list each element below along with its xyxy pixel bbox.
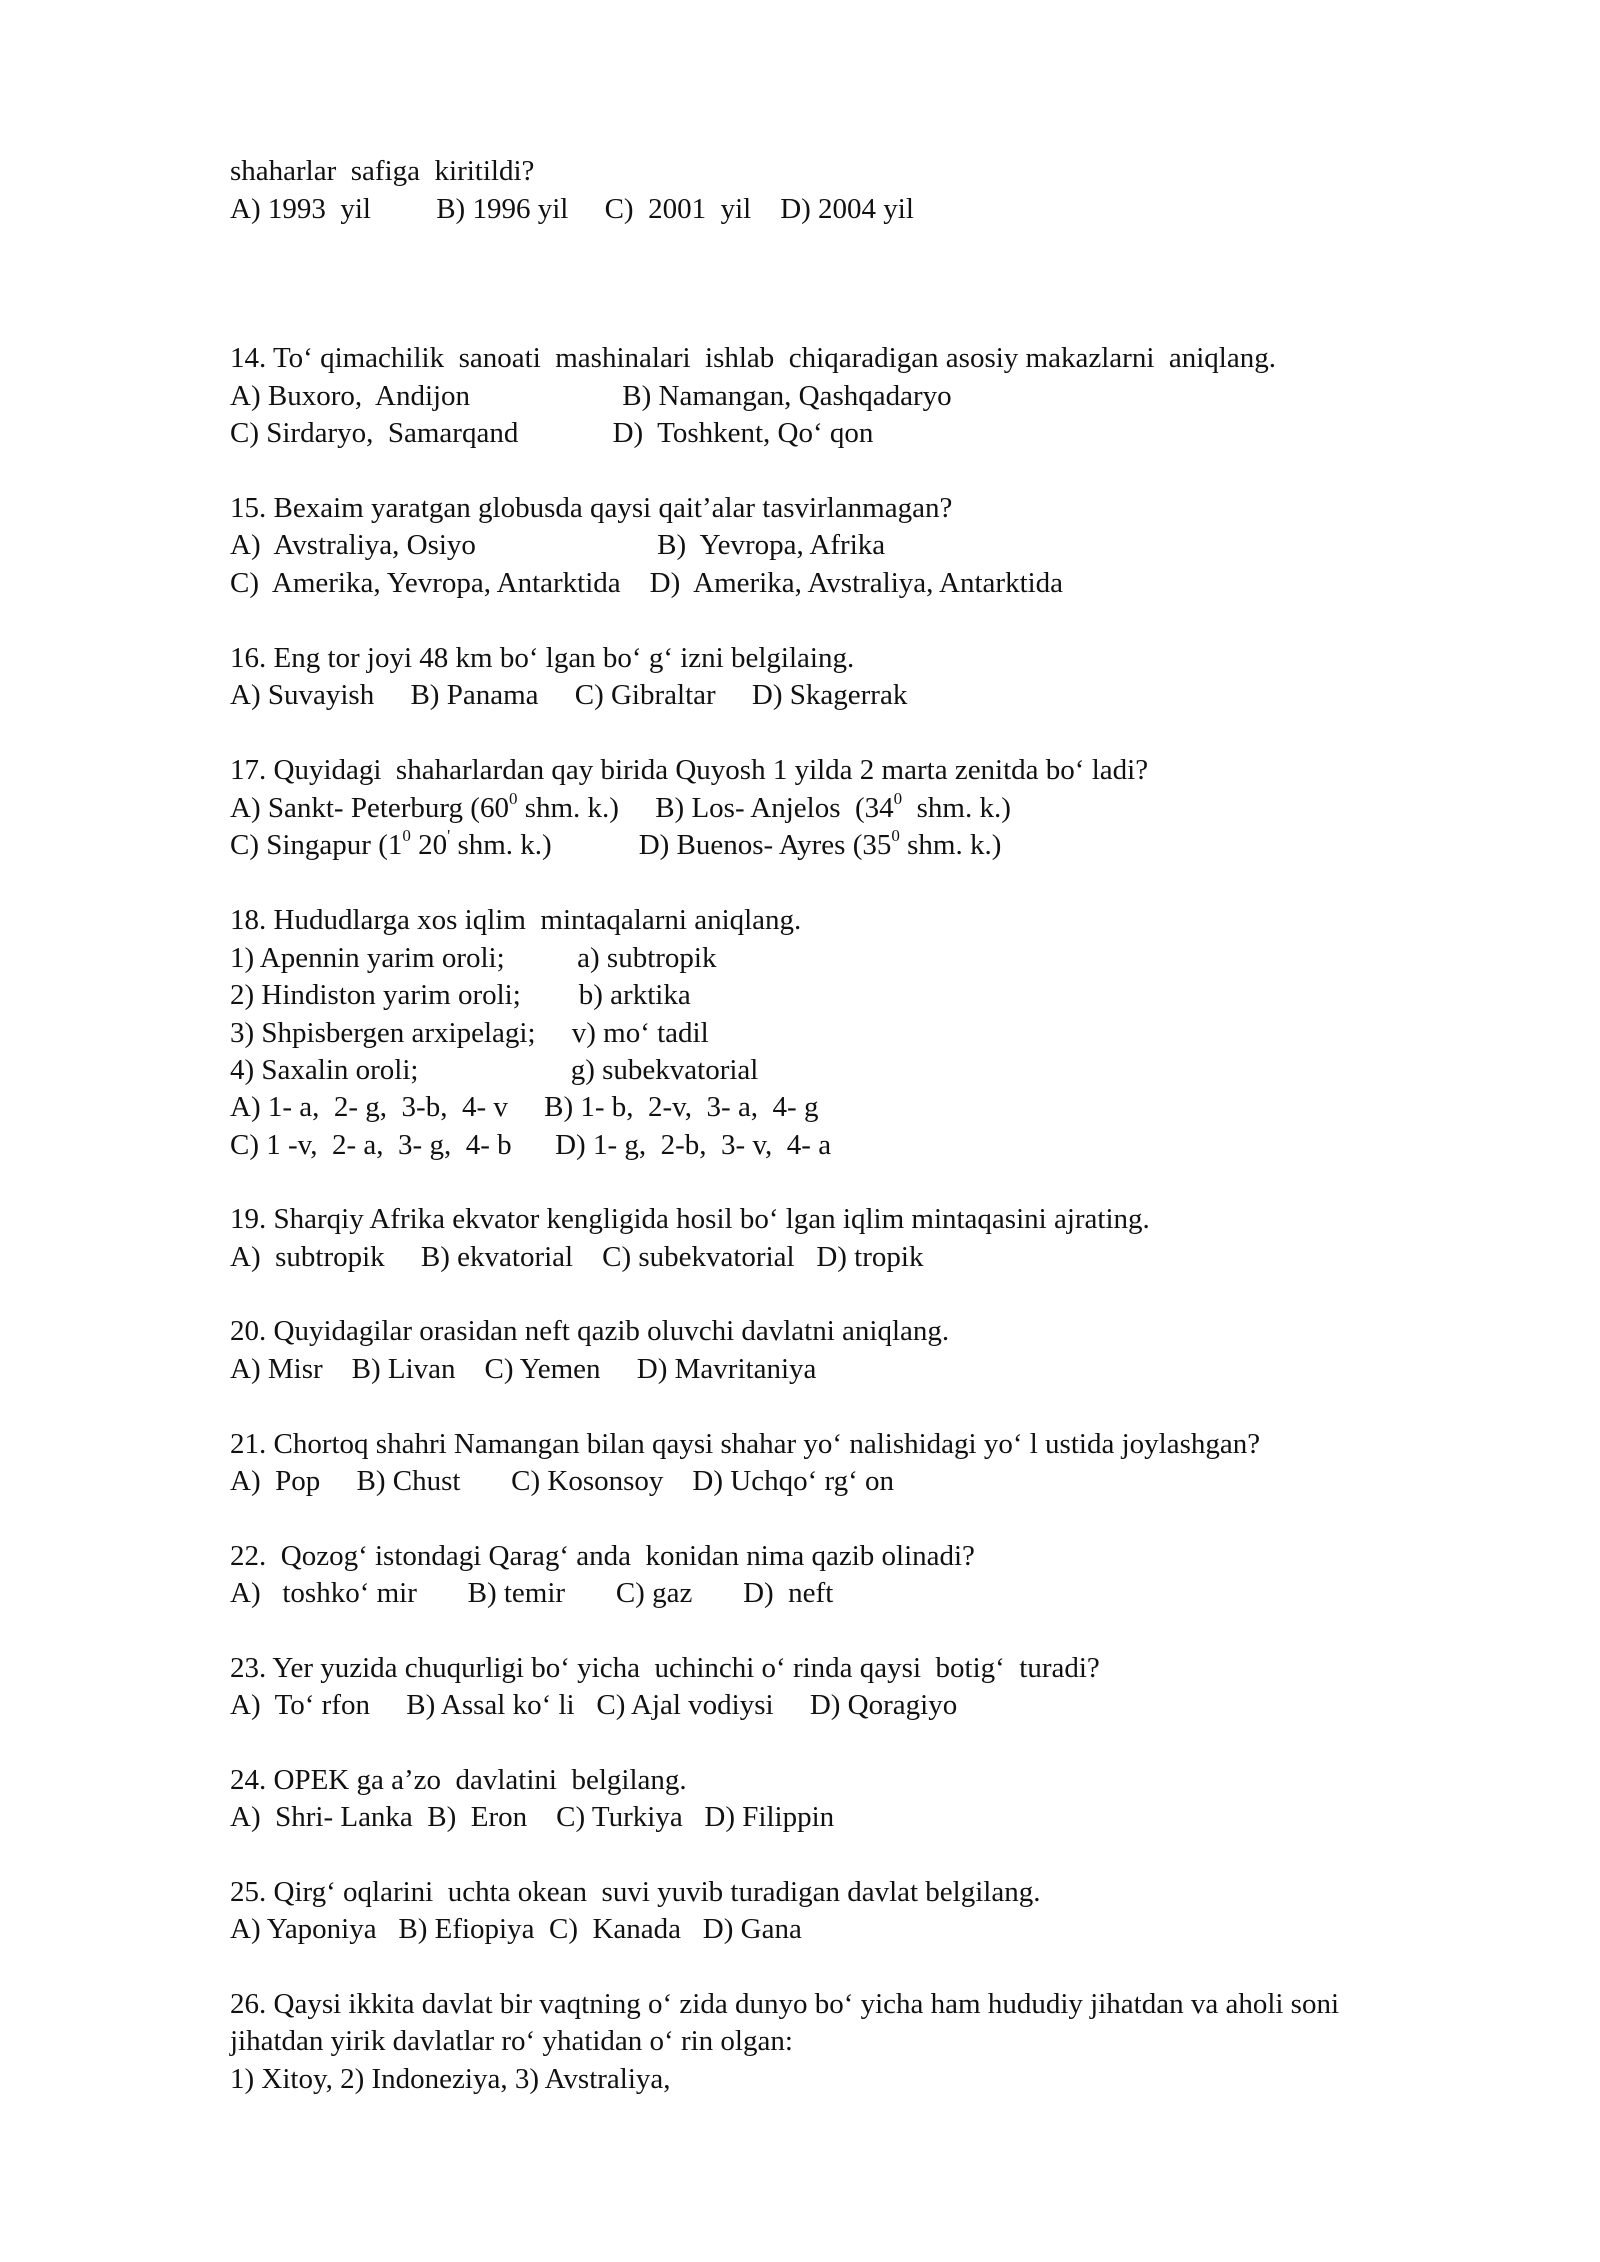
question-26-text-cont: jihatdan yirik davlatlar ro‘ yhatidan o‘ rin olgan: [230, 2025, 793, 2057]
question-25-answers: A) Yaponiya B) Efiopiya C) Kanada D) Gana [230, 1913, 802, 1945]
question-18-match-3: 3) Shpisbergen arxipelagi; v) mo‘ tadil [230, 1017, 709, 1049]
question-16-answers: A) Suvayish B) Panama C) Gibraltar D) Skagerrak [230, 679, 908, 711]
question-24-answers: A) Shri- Lanka B) Eron C) Turkiya D) Filippin [230, 1801, 835, 1833]
question-25-text: 25. Qirg‘ oqlarini uchta okean suvi yuvib turadigan davlat belgilang. [230, 1876, 1041, 1908]
question-18-match-2: 2) Hindiston yarim oroli; b) arktika [230, 979, 691, 1011]
question-18-match-4: 4) Saxalin oroli; g) subekvatorial [230, 1054, 759, 1086]
question-23-answers: A) To‘ rfon B) Assal ko‘ li C) Ajal vodiysi D) Qoragiyo [230, 1689, 958, 1721]
question-13-answers: A) 1993 yil B) 1996 yil C) 2001 yil D) 2004 yil [230, 193, 914, 225]
question-26-text: 26. Qaysi ikkita davlat bir vaqtning o‘ zida dunyo bo‘ yicha ham hududiy jihatdan va aholi soni [230, 1988, 1340, 2020]
question-15-answers-ab: A) Avstraliya, Osiyo B) Yevropa, Afrika [230, 529, 886, 561]
question-20-text: 20. Quyidagilar orasidan neft qazib oluvchi davlatni aniqlang. [230, 1315, 950, 1347]
question-17-answers-cd: C) Singapur ($1^0$ 20' shm. k.) D) Buenos- Ayres ($35^0$ shm. k.) [230, 826, 1002, 861]
question-14-text: 14. To‘ qimachilik sanoati mashinalari ishlab chiqaradigan asosiy makazlarni aniqlang. [230, 342, 1276, 374]
question-14-answers-ab: A) Buxoro, Andijon B) Namangan, Qashqadaryo [230, 380, 952, 412]
question-21-text: 21. Chortoq shahri Namangan bilan qaysi shahar yo‘ nalishidagi yo‘ l ustida joylashgan? [230, 1428, 1261, 1460]
question-21-answers: A) Pop B) Chust C) Kosonsoy D) Uchqo‘ rg‘ on [230, 1465, 895, 1497]
question-22-text: 22. Qozog‘ istondagi Qarag‘ anda konidan nima qazib olinadi? [230, 1540, 975, 1572]
question-22-answers: A) toshko‘ mir B) temir C) gaz D) neft [230, 1577, 834, 1609]
question-19-answers: A) subtropik B) ekvatorial C) subekvatorial D) tropik [230, 1241, 924, 1273]
question-20-answers: A) Misr B) Livan C) Yemen D) Mavritaniya [230, 1353, 817, 1385]
question-18-answers-cd: C) 1 -v, 2- a, 3- g, 4- b D) 1- g, 2-b, 3- v, 4- a [230, 1129, 832, 1161]
question-18-match-1: 1) Apennin yarim oroli; a) subtropik [230, 942, 717, 974]
question-26-options: 1) Xitoy, 2) Indoneziya, 3) Avstraliya, [230, 2063, 671, 2095]
question-17-answers-ab: A) Sankt- Peterburg ($60^0$ shm. k.) B) Los- Anjelos ($34^0$ shm. k.) [230, 789, 1011, 824]
question-23-text: 23. Yer yuzida chuqurligi bo‘ yicha uchinchi o‘ rinda qaysi botig‘ turadi? [230, 1652, 1100, 1684]
question-17-text: 17. Quyidagi shaharlardan qay birida Quyosh 1 yilda 2 marta zenitda bo‘ ladi? [230, 754, 1149, 786]
question-15-answers-cd: C) Amerika, Yevropa, Antarktida D) Amerika, Avstraliya, Antarktida [230, 567, 1064, 599]
question-14-answers-cd: C) Sirdaryo, Samarqand D) Toshkent, Qo‘ qon [230, 417, 874, 449]
question-24-text: 24. OPEK ga a’zo davlatini belgilang. [230, 1764, 687, 1796]
question-18-text: 18. Hududlarga xos iqlim mintaqalarni aniqlang. [230, 904, 802, 936]
question-15-text: 15. Bexaim yaratgan globusda qaysi qait’alar tasvirlanmagan? [230, 492, 953, 524]
question-16-text: 16. Eng tor joyi 48 km bo‘ lgan bo‘ g‘ izni belgilaing. [230, 642, 855, 674]
question-13-text: shaharlar safiga kiritildi? [230, 155, 535, 187]
question-18-answers-ab: A) 1- a, 2- g, 3-b, 4- v B) 1- b, 2-v, 3- a, 4- g [230, 1091, 819, 1123]
question-19-text: 19. Sharqiy Afrika ekvator kengligida hosil bo‘ lgan iqlim mintaqasini ajrating. [230, 1203, 1150, 1235]
